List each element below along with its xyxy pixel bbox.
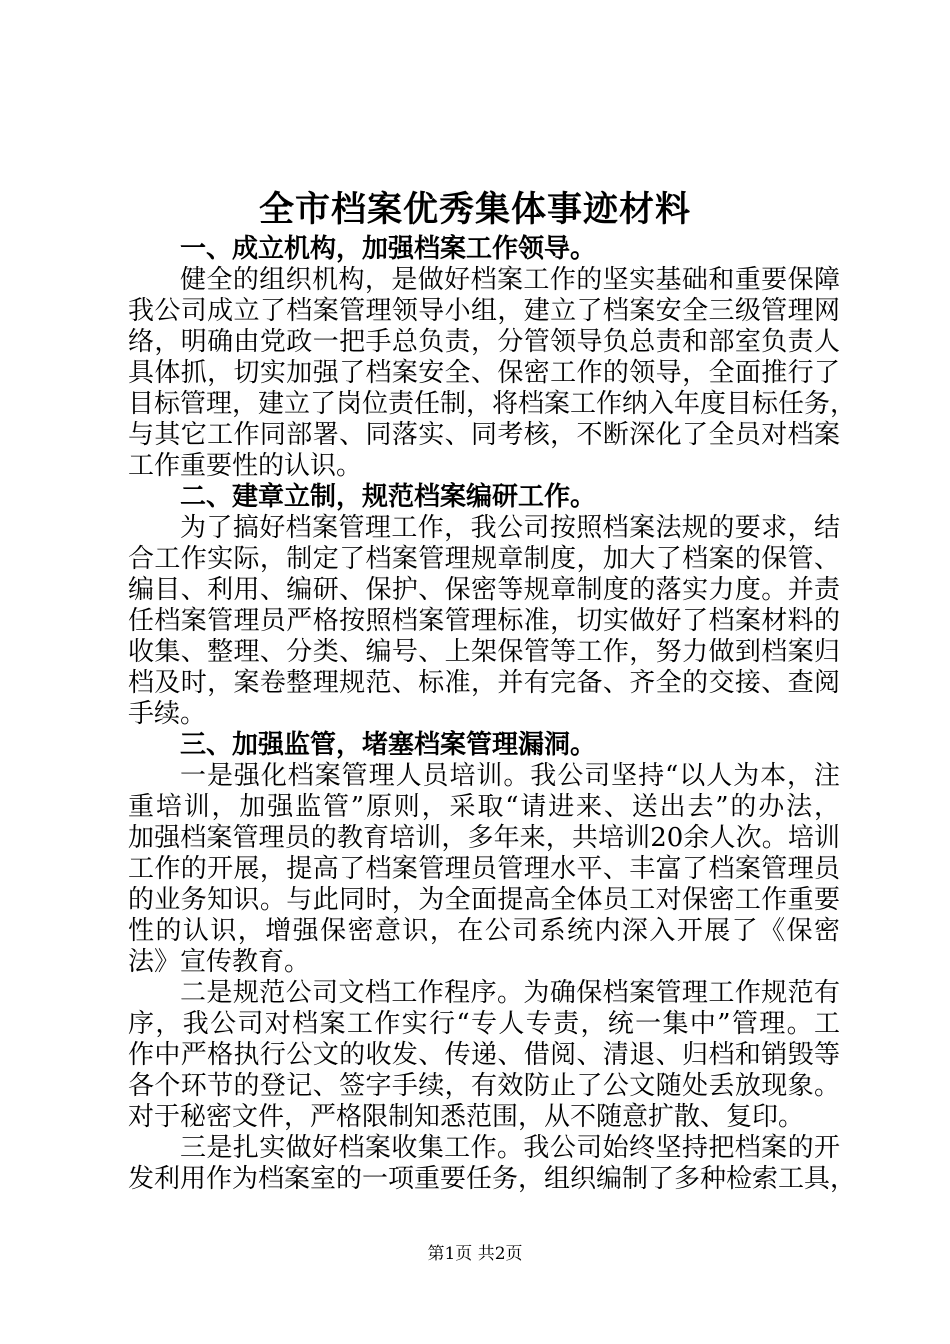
paragraph-line: 重培训，加强监管”原则，采取“请进来、送出去”的办法， bbox=[128, 792, 840, 822]
paragraph-line: 编目、利用、编研、保护、保密等规章制度的落实力度。并责 bbox=[128, 575, 840, 605]
paragraph-line: 为了搞好档案管理工作，我公司按照档案法规的要求，结 bbox=[180, 513, 840, 543]
paragraph-line: 手续。 bbox=[128, 699, 207, 729]
paragraph bbox=[128, 1133, 857, 1195]
paragraph-line: 性的认识，增强保密意识，在公司系统内深入开展了《保密 bbox=[128, 916, 840, 946]
paragraph-line: 法》宣传教育。 bbox=[128, 947, 311, 977]
paragraph-line: 与其它工作同部署、同落实、同考核，不断深化了全员对档案 bbox=[128, 420, 840, 450]
paragraph-line: 档及时，案卷整理规范、标准，并有完备、齐全的交接、查阅 bbox=[128, 668, 840, 698]
paragraph-line: 目标管理，建立了岗位责任制，将档案工作纳入年度目标任务， bbox=[128, 389, 857, 419]
paragraph-line: 具体抓，切实加强了档案安全、保密工作的领导，全面推行了 bbox=[128, 358, 840, 388]
paragraph bbox=[128, 513, 840, 730]
paragraph-line: 健全的组织机构，是做好档案工作的坚实基础和重要保障 bbox=[180, 265, 840, 295]
paragraph-line: 工作的开展，提高了档案管理员管理水平、丰富了档案管理员 bbox=[128, 854, 840, 884]
paragraph-line: 三是扎实做好档案收集工作。我公司始终坚持把档案的开 bbox=[180, 1133, 840, 1163]
paragraph-line: 合工作实际，制定了档案管理规章制度，加大了档案的保管、 bbox=[128, 544, 840, 574]
paragraph-line: 络，明确由党政一把手总负责，分管领导负总责和部室负责人 bbox=[128, 327, 840, 357]
section-heading: 三、加强监管，堵塞档案管理漏洞。 bbox=[180, 730, 597, 760]
paragraph bbox=[128, 265, 857, 482]
paragraph-line: 序，我公司对档案工作实行“专人专责，统一集中”管理。工 bbox=[128, 1009, 840, 1039]
paragraph-line: 任档案管理员严格按照档案管理标准，切实做好了档案材料的 bbox=[128, 606, 840, 636]
paragraph-line: 收集、整理、分类、编号、上架保管等工作，努力做到档案归 bbox=[128, 637, 840, 667]
paragraph-line: 工作重要性的认识。 bbox=[128, 451, 363, 481]
paragraph-line: 加强档案管理员的教育培训，多年来，共培训20余人次。培训 bbox=[128, 823, 840, 853]
document-title: 全市档案优秀集体事迹材料 bbox=[258, 189, 691, 230]
paragraph-line: 作中严格执行公文的收发、传递、借阅、清退、归档和销毁等 bbox=[128, 1040, 840, 1070]
section-heading: 二、建章立制，规范档案编研工作。 bbox=[180, 482, 597, 512]
paragraph-line: 的业务知识。与此同时，为全面提高全体员工对保密工作重要 bbox=[128, 885, 840, 915]
paragraph bbox=[128, 978, 840, 1133]
paragraph-line: 我公司成立了档案管理领导小组，建立了档案安全三级管理网 bbox=[128, 296, 840, 326]
paragraph bbox=[128, 761, 840, 978]
section-heading: 一、成立机构，加强档案工作领导。 bbox=[180, 234, 597, 264]
document-body bbox=[128, 234, 857, 1195]
paragraph-line: 发利用作为档案室的一项重要任务，组织编制了多种检索工具， bbox=[128, 1164, 857, 1194]
paragraph-line: 各个环节的登记、签字手续，有效防止了公文随处丢放现象。 bbox=[128, 1071, 840, 1101]
paragraph-line: 一是强化档案管理人员培训。我公司坚持“以人为本，注 bbox=[180, 761, 840, 791]
paragraph-line: 对于秘密文件，严格限制知悉范围，从不随意扩散、复印。 bbox=[128, 1102, 805, 1132]
page-footer: 第1页 共2页 bbox=[427, 1244, 523, 1264]
paragraph-line: 二是规范公司文档工作程序。为确保档案管理工作规范有 bbox=[180, 978, 840, 1008]
